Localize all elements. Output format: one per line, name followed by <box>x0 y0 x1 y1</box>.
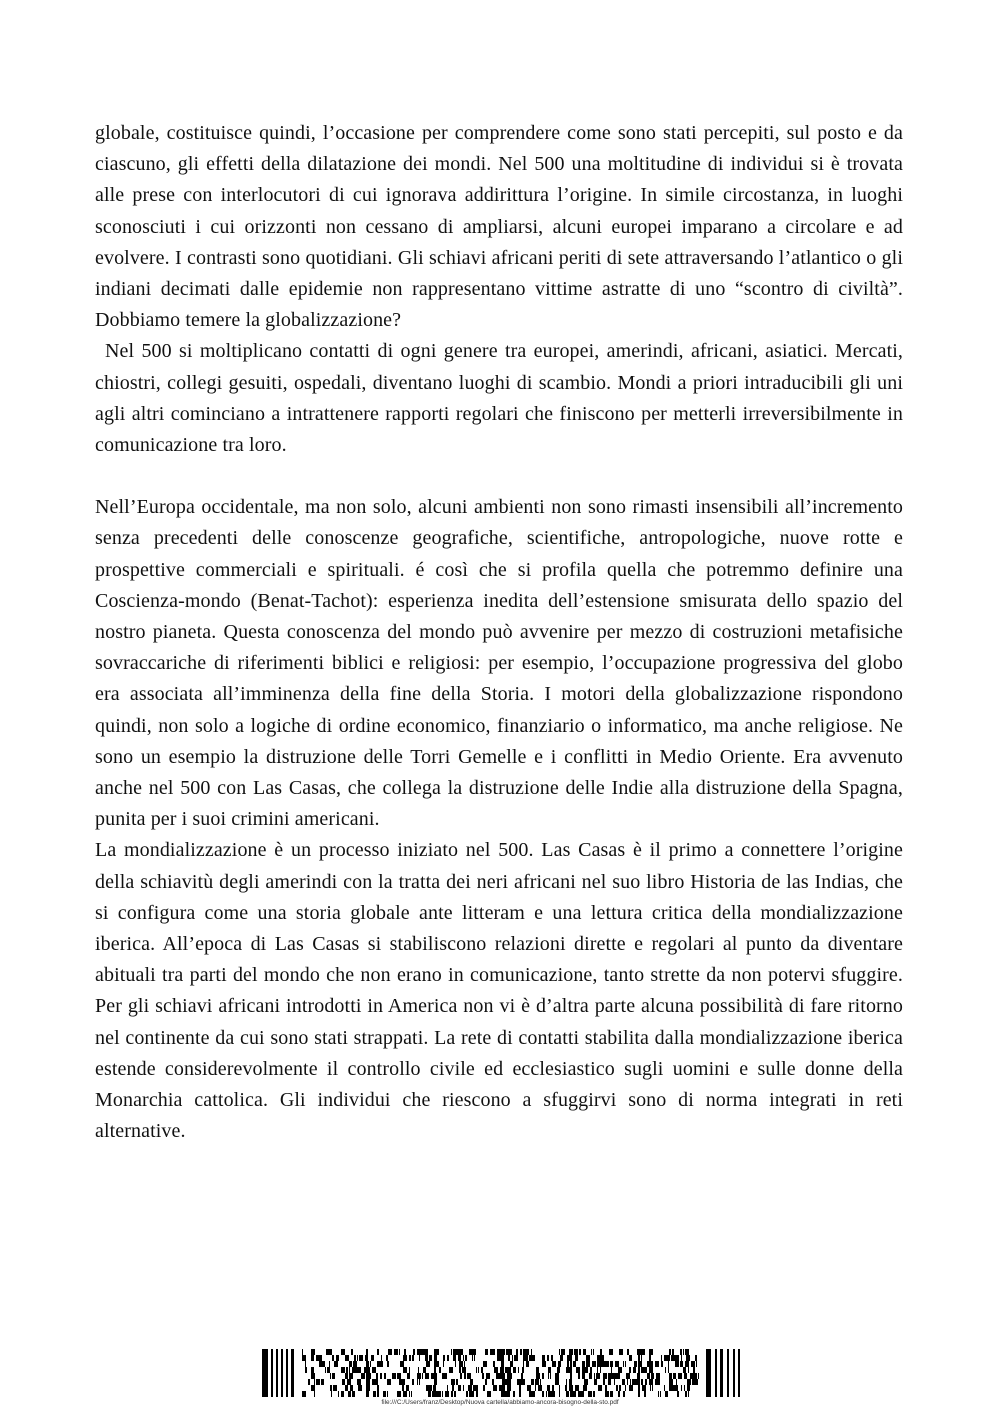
document-page <box>95 118 903 1148</box>
pdf417-barcode <box>262 1349 740 1397</box>
paragraph-spacer <box>95 461 903 492</box>
paragraph-4: La mondializzazione è un processo iniziato nel 500. Las Casas è il primo a connettere l’origine della schiavitù degli amerindi con la tratta dei neri africani nel suo libro Historia de las Indias, che si configura come una storia globale ante litteram e una lettura critica della mondializzazione iberica. All’epoca di Las Casas si stabiliscono relazioni dirette e regolari al punto da diventare abituali tra parti del mondo che non erano in comunicazione, tanto strette da non potervi sfuggire. Per gli schiavi africani introdotti in America non vi è d’altra parte alcuna possibilità di fare ritorno nel continente da cui sono stati strappati. La rete di contatti stabilita dalla mondializzazione iberica estende considerevolmente il controllo civile ed ecclesiastico sugli uomini e sulle donne della Monarchia cattolica. Gli individui che riescono a sfuggirvi sono di norma integrati in reti alternative. <box>95 839 903 1143</box>
paragraph-1: globale, costituisce quindi, l’occasione per comprendere come sono stati percepiti, sul posto e da ciascuno, gli effetti della dilatazione dei mondi. Nel 500 una moltitudine di individui si è trovata alle prese con interlocutori di cui ignorava addirittura l’origine. In simile circostanza, in luoghi sconosciuti i cui orizzonti non cessano di ampliarsi, alcuni europei imparano a circolare e ad evolvere. I contrasti sono quotidiani. Gli schiavi africani periti di sete attraversando l’atlantico o gli indiani decimati dalle epidemie non rappresentano vittime astratte di uno “scontro di civiltà”. Dobbiamo temere la globalizzazione? <box>95 122 903 332</box>
footer-file-path: file:///C:/Users/franz/Desktop/Nuova cartella/abbiamo-ancora-bisogno-della-sto.pdf <box>381 1399 619 1406</box>
barcode-graphic <box>262 1349 740 1397</box>
paragraph-3: Nell’Europa occidentale, ma non solo, alcuni ambienti non sono rimasti insensibili all’incremento senza precedenti delle conoscenze geografiche, scientifiche, antropologiche, nuove rotte e prospettive commerciali e spirituali. é così che si profila quella che potremmo definire una Coscienza-mondo (Benat-Tachot): esperienza inedita dell’estensione smisurata dello spazio del nostro pianeta. Questa conoscenza del mondo può avvenire per mezzo di costruzioni metafisiche sovraccariche di riferimenti biblici e religiosi: per esempio, l’occupazione progressiva del globo era associata all’imminenza della fine della Storia. I motori della globalizzazione rispondono quindi, non solo a logiche di ordine economico, finanziario o informatico, ma anche religiose. Ne sono un esempio la distruzione delle Torri Gemelle e i conflitti in Medio Oriente. Era avvenuto anche nel 500 con Las Casas, che collega la distruzione delle Indie alla distruzione della Spagna, punita per i suoi crimini americani. <box>95 496 903 831</box>
paragraph-2: Nel 500 si moltiplicano contatti di ogni genere tra europei, amerindi, africani, asiatici. Mercati, chiostri, collegi gesuiti, ospedali, diventano luoghi di scambio. Mondi a priori intraducibili gli uni agli altri cominciano a intrattenere rapporti regolari che finiscono per metterli irreversibilmente in comunicazione tra loro. <box>95 340 903 457</box>
